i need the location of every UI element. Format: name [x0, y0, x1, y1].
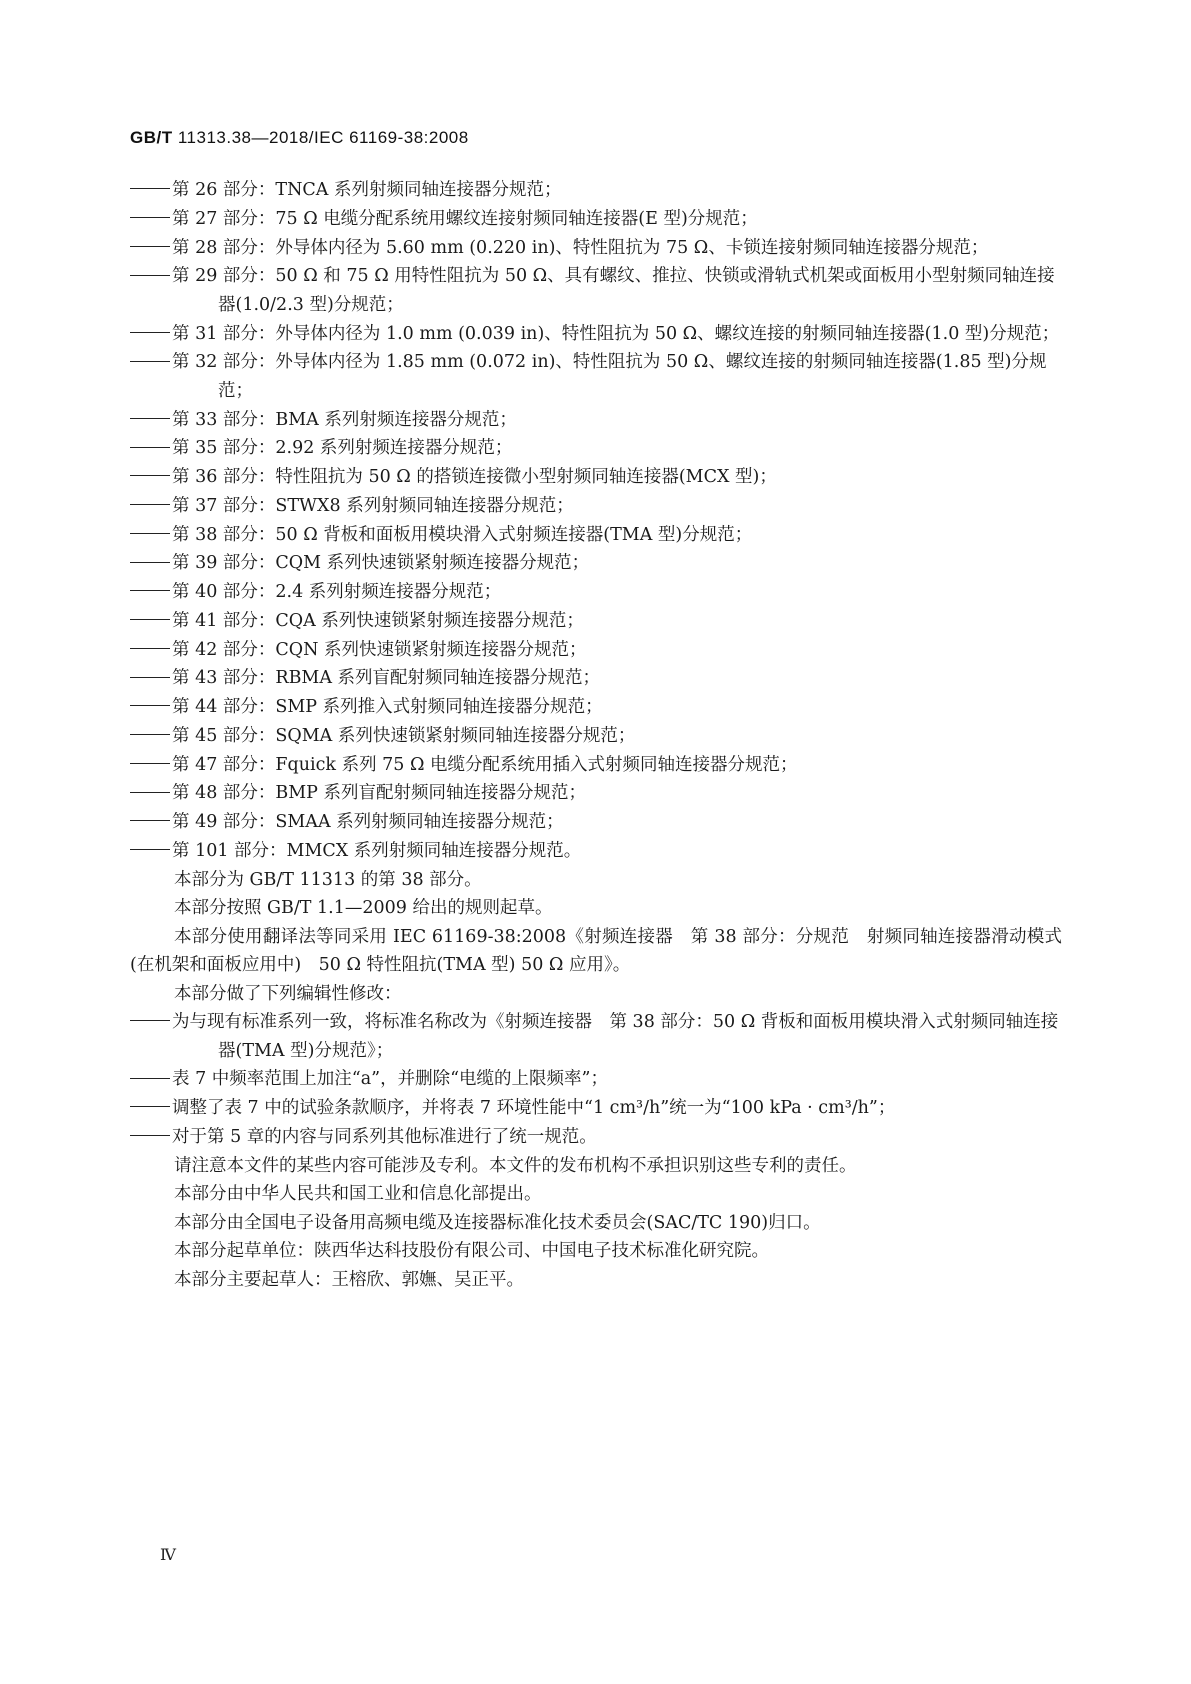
list-item: 第 40 部分：2.4 系列射频连接器分规范； [130, 578, 1062, 607]
dash-marker [130, 435, 172, 464]
dash-marker [130, 693, 172, 722]
paragraph-drafters: 本部分主要起草人：王榕欣、郭嫵、吴正平。 [174, 1269, 524, 1290]
dash-marker [130, 1123, 172, 1152]
document-body [130, 176, 1062, 1294]
list-item: 第 39 部分：CQM 系列快速锁紧射频连接器分规范； [130, 549, 1062, 578]
list-item: 第 45 部分：SQMA 系列快速锁紧射频同轴连接器分规范； [130, 722, 1062, 751]
dash-marker [130, 1066, 172, 1095]
list-item: 调整了表 7 中的试验条款顺序，并将表 7 环境性能中“1 cm³/h”统一为“100 kPa · cm³/h”； [130, 1094, 1062, 1123]
list-item: 为与现有标准系列一致，将标准名称改为《射频连接器 第 38 部分：50 Ω 背板和面板用模块滑入式射频同轴连接器(TMA 型)分规范》； [130, 1008, 1062, 1065]
list-item: 表 7 中频率范围上加注“a”，并删除“电缆的上限频率”； [130, 1065, 1062, 1094]
list-item: 第 27 部分：75 Ω 电缆分配系统用螺纹连接射频同轴连接器(E 型)分规范； [130, 205, 1062, 234]
dash-marker [130, 349, 172, 378]
list-item: 第 33 部分：BMA 系列射频连接器分规范； [130, 406, 1062, 435]
paragraph-part-number: 本部分为 GB/T 11313 的第 38 部分。 [174, 869, 482, 890]
paragraph-committee: 本部分由全国电子设备用高频电缆及连接器标准化技术委员会(SAC/TC 190)归口。 [174, 1212, 821, 1233]
list-item: 第 38 部分：50 Ω 背板和面板用模块滑入式射频连接器(TMA 型)分规范； [130, 521, 1062, 550]
list-item: 第 47 部分：Fquick 系列 75 Ω 电缆分配系统用插入式射频同轴连接器分规范； [130, 751, 1062, 780]
list-item: 第 37 部分：STWX8 系列射频同轴连接器分规范； [130, 492, 1062, 521]
paragraph-edits-intro: 本部分做了下列编辑性修改： [174, 983, 402, 1004]
list-item: 对于第 5 章的内容与同系列其他标准进行了统一规范。 [130, 1123, 1062, 1152]
list-item: 第 101 部分：MMCX 系列射频同轴连接器分规范。 [130, 837, 1062, 866]
list-item: 第 26 部分：TNCA 系列射频同轴连接器分规范； [130, 176, 1062, 205]
list-item: 第 32 部分：外导体内径为 1.85 mm (0.072 in)、特性阻抗为 50 Ω、螺纹连接的射频同轴连接器(1.85 型)分规范； [130, 348, 1062, 405]
list-item: 第 49 部分：SMAA 系列射频同轴连接器分规范； [130, 808, 1062, 837]
list-item: 第 36 部分：特性阻抗为 50 Ω 的搭锁连接微小型射频同轴连接器(MCX 型)； [130, 463, 1062, 492]
dash-marker [130, 521, 172, 550]
edits-list [130, 1008, 1062, 1152]
dash-marker [130, 780, 172, 809]
parts-list [130, 176, 1062, 866]
list-item: 第 42 部分：CQN 系列快速锁紧射频连接器分规范； [130, 636, 1062, 665]
list-item: 第 29 部分：50 Ω 和 75 Ω 用特性阻抗为 50 Ω、具有螺纹、推拉、快锁或滑轨式机架或面板用小型射频同轴连接器(1.0/2.3 型)分规范； [130, 262, 1062, 319]
dash-marker [130, 578, 172, 607]
dash-marker [130, 751, 172, 780]
standard-number: 11313.38—2018/IEC 61169-38:2008 [177, 128, 469, 147]
dash-marker [130, 722, 172, 751]
dash-marker [130, 406, 172, 435]
page-number: Ⅳ [160, 1545, 176, 1564]
list-item: 第 41 部分：CQA 系列快速锁紧射频连接器分规范； [130, 607, 1062, 636]
dash-marker [130, 463, 172, 492]
paragraph-drafting-units: 本部分起草单位：陕西华达科技股份有限公司、中国电子技术标准化研究院。 [174, 1241, 769, 1261]
list-item: 第 48 部分：BMP 系列盲配射频同轴连接器分规范； [130, 779, 1062, 808]
dash-marker [130, 837, 172, 866]
dash-marker [130, 1008, 172, 1037]
dash-marker [130, 636, 172, 665]
dash-marker [130, 550, 172, 579]
dash-marker [130, 492, 172, 521]
list-item: 第 43 部分：RBMA 系列盲配射频同轴连接器分规范； [130, 664, 1062, 693]
standard-prefix: GB/T [130, 128, 173, 147]
dash-marker [130, 263, 172, 292]
list-item: 第 28 部分：外导体内径为 5.60 mm (0.220 in)、特性阻抗为 75 Ω、卡锁连接射频同轴连接器分规范； [130, 234, 1062, 263]
dash-marker [130, 607, 172, 636]
dash-marker [130, 320, 172, 349]
paragraph-adoption: 本部分使用翻译法等同采用 IEC 61169-38:2008《射频连接器 第 38 部分：分规范 射频同轴连接器滑动模式(在机架和面板应用中) 50 Ω 特性阻抗(TMA 型) 50 Ω 应用》。 [130, 926, 1062, 975]
paragraph-patent-notice: 请注意本文件的某些内容可能涉及专利。本文件的发布机构不承担识别这些专利的责任。 [174, 1155, 857, 1176]
dash-marker [130, 808, 172, 837]
list-item: 第 31 部分：外导体内径为 1.0 mm (0.039 in)、特性阻抗为 50 Ω、螺纹连接的射频同轴连接器(1.0 型)分规范； [130, 320, 1062, 349]
dash-marker [130, 205, 172, 234]
dash-marker [130, 176, 172, 205]
dash-marker [130, 1094, 172, 1123]
dash-marker [130, 665, 172, 694]
list-item: 第 35 部分：2.92 系列射频连接器分规范； [130, 434, 1062, 463]
paragraph-proposer: 本部分由中华人民共和国工业和信息化部提出。 [174, 1184, 542, 1204]
list-item: 第 44 部分：SMP 系列推入式射频同轴连接器分规范； [130, 693, 1062, 722]
dash-marker [130, 234, 172, 263]
paragraph-drafting-rules: 本部分按照 GB/T 1.1—2009 给出的规则起草。 [174, 898, 553, 918]
document-header [130, 128, 469, 148]
